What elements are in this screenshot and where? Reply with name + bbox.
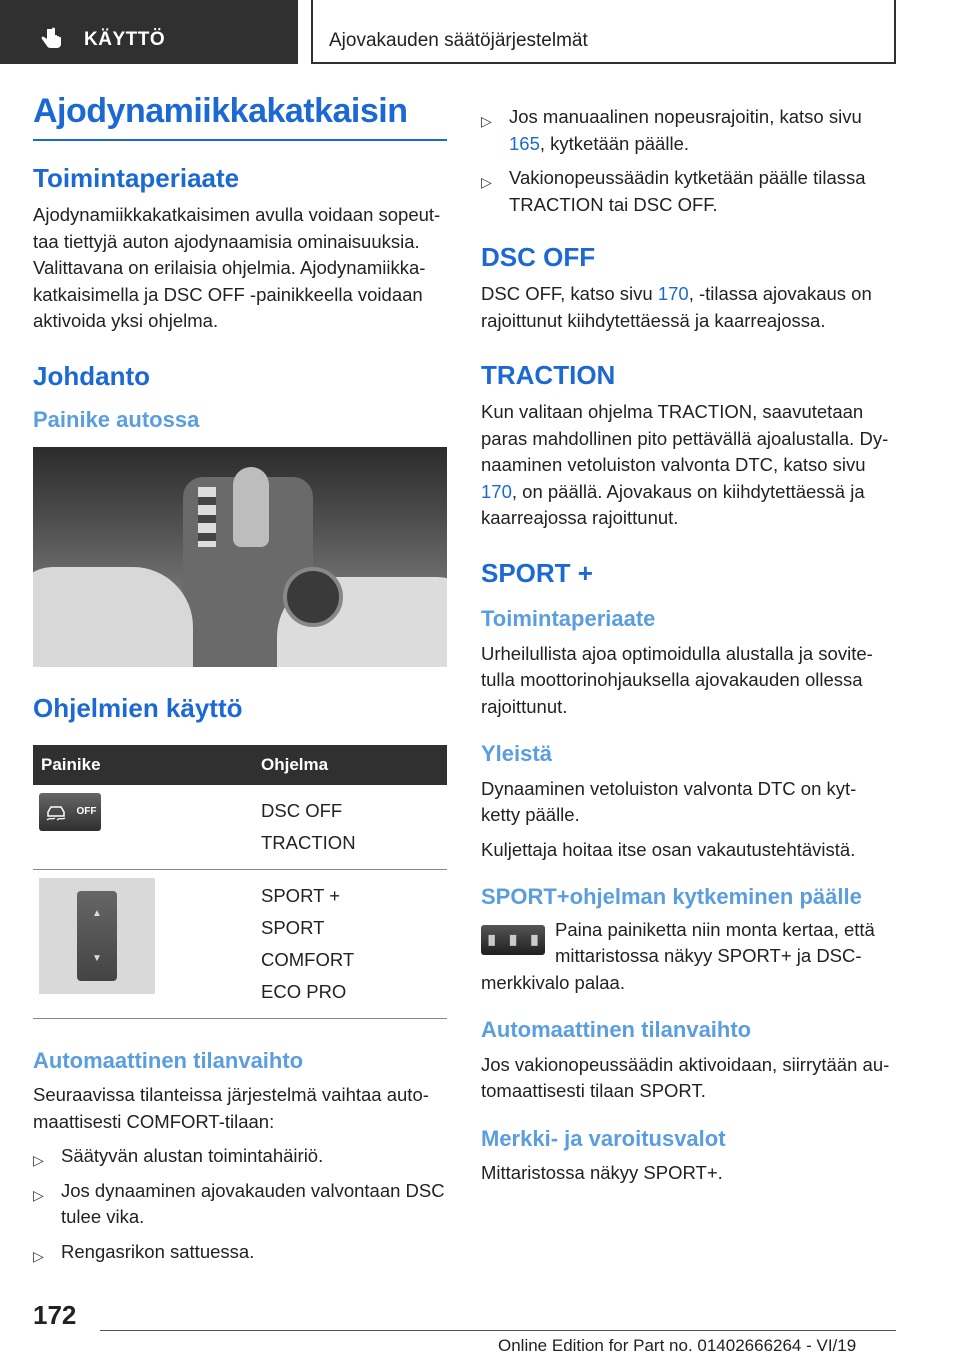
heading-auto-switch: Automaattinen tilanvaihto (33, 1047, 304, 1073)
heading-sport-principle: Toimintaperiaate (481, 606, 656, 632)
heading-button-in-car: Painike autossa (33, 406, 200, 432)
heading-intro: Johdanto (33, 360, 150, 391)
program-table (33, 745, 447, 1019)
heading-activate-sport-plus: SPORT+ohjelman kytkeminen päälle (481, 884, 862, 910)
page-link[interactable]: 165 (509, 132, 540, 154)
list-item: ▷ Jos manuaalinen nopeusrajoitin, katso sivu 165, kytketään päälle. (481, 106, 862, 154)
program-name: SPORT + (261, 884, 341, 906)
page-title: Ajodynamiikkakatkaisin (33, 92, 447, 141)
heading-indicator-lights: Merkki- ja varoitusvalot (481, 1125, 726, 1151)
heading-sport-plus: SPORT + (481, 557, 593, 588)
right-column (481, 104, 895, 1187)
table-row (33, 785, 447, 870)
sport-button-icon: ▐▌ ▐▌ ▐▌ (481, 925, 545, 955)
triangle-bullet-icon: ▷ (481, 113, 492, 129)
skid-car-icon (44, 802, 68, 822)
auto-switch-list (33, 1143, 447, 1265)
program-name: TRACTION (261, 831, 356, 853)
console-photo (33, 447, 447, 667)
heading-traction: TRACTION (481, 360, 616, 391)
triangle-bullet-icon: ▷ (481, 174, 492, 190)
text-dsc-off: DSC OFF, katso sivu 170, -tilassa ajovakaus on rajoittunut kiihdytettäessä ja kaarreajossa. (481, 283, 872, 331)
program-name: DSC OFF (261, 799, 343, 821)
footer-divider (100, 1330, 896, 1331)
page-link[interactable]: 170 (481, 480, 512, 502)
program-name: ECO PRO (261, 980, 347, 1002)
heading-general: Yleistä (481, 741, 552, 767)
heading-dsc-off: DSC OFF (481, 242, 596, 272)
column-header-program: Ohjelma (253, 745, 447, 785)
text-activate: Paina painiketta niin monta kertaa, että mittaristossa näkyy SPORT+ ja DSC-merkkivalo palaa. (481, 918, 875, 993)
text-traction: Kun valitaan ohjelma TRACTION, saavutetaan paras mahdollinen pito pettävällä ajoalustalla. Dy-naaminen vetoluiston valvonta DTC, katso sivu 170, on päällä. Ajovakaus on kiihdytettäessä ja kaarreajossa rajoittunut. (481, 401, 889, 529)
section-tab-label: KÄYTTÖ (84, 29, 166, 50)
heading-principle: Toimintaperiaate (33, 163, 240, 194)
triangle-bullet-icon: ▷ (33, 1247, 44, 1264)
left-column (33, 92, 447, 1273)
text-indicator-lights: Mittaristossa näkyy SPORT+. (481, 1162, 723, 1184)
list-item: ▷ Rengasrikon sattuessa. (33, 1239, 447, 1266)
heading-auto-switch-right: Automaattinen tilanvaihto (481, 1017, 752, 1043)
table-row (33, 869, 447, 1018)
chapter-header (311, 0, 896, 64)
driving-dynamics-switch-icon (39, 878, 155, 994)
chapter-title: Ajovakauden säätöjärjestelmät (329, 30, 588, 51)
text-auto-switch: Seuraavissa tilanteissa järjestelmä vaihtaa auto-maattisesti COMFORT-tilaan: (33, 1084, 429, 1132)
list-item: ▷ Vakionopeussäädin kytketään päälle tilassa TRACTION tai DSC OFF. (481, 167, 866, 215)
list-item: ▷ Säätyvän alustan toimintahäiriö. (33, 1143, 447, 1170)
heading-programs: Ohjelmien käyttö (33, 693, 243, 724)
column-header-button: Painike (33, 745, 253, 785)
text-general-1: Dynaaminen vetoluiston valvonta DTC on kyt-ketty päälle. (481, 777, 857, 826)
dsc-off-icon-label: OFF (76, 806, 97, 818)
dsc-off-button-icon (39, 793, 101, 831)
footer-edition: Online Edition for Part no. 01402666264 - VI/19 (498, 1336, 857, 1355)
text-general-2: Kuljettaja hoitaa itse osan vakautustehtävistä. (481, 838, 856, 860)
triangle-bullet-icon: ▷ (33, 1186, 44, 1203)
text-sport-principle: Urheilullista ajoa optimoidulla alustalla ja sovite-tulla moottorinohjauksella ajovakauden ollessa rajoittunut. (481, 642, 873, 717)
arrow-up-icon: ▲ (92, 907, 102, 919)
program-name: COMFORT (261, 948, 355, 970)
program-name: SPORT (261, 916, 325, 938)
arrow-down-icon: ▼ (92, 952, 102, 964)
text-principle: Ajodynamiikkakatkaisimen avulla voidaan sopeut-taa tiettyjä auton ajodynaamisia ominaisuuksia. Valittavana on erilaisia ohjelmia. Ajodynamiikka-katkaisimella ja DSC OFF -painikkeella voidaan aktivoida yksi ohjelma. (33, 204, 441, 332)
list-item: ▷ Jos dynaaminen ajovakauden valvontaan DSC tulee vika. (33, 1179, 445, 1228)
page-number: 172 (33, 1300, 77, 1330)
triangle-bullet-icon: ▷ (33, 1152, 44, 1169)
hand-pointer-icon (40, 26, 66, 52)
section-tab[interactable] (0, 0, 298, 64)
text-auto-switch-right: Jos vakionopeussäädin aktivoidaan, siirrytään au-tomaattisesti tilaan SPORT. (481, 1053, 890, 1102)
continued-list (481, 104, 895, 218)
page-link[interactable]: 170 (657, 283, 689, 305)
